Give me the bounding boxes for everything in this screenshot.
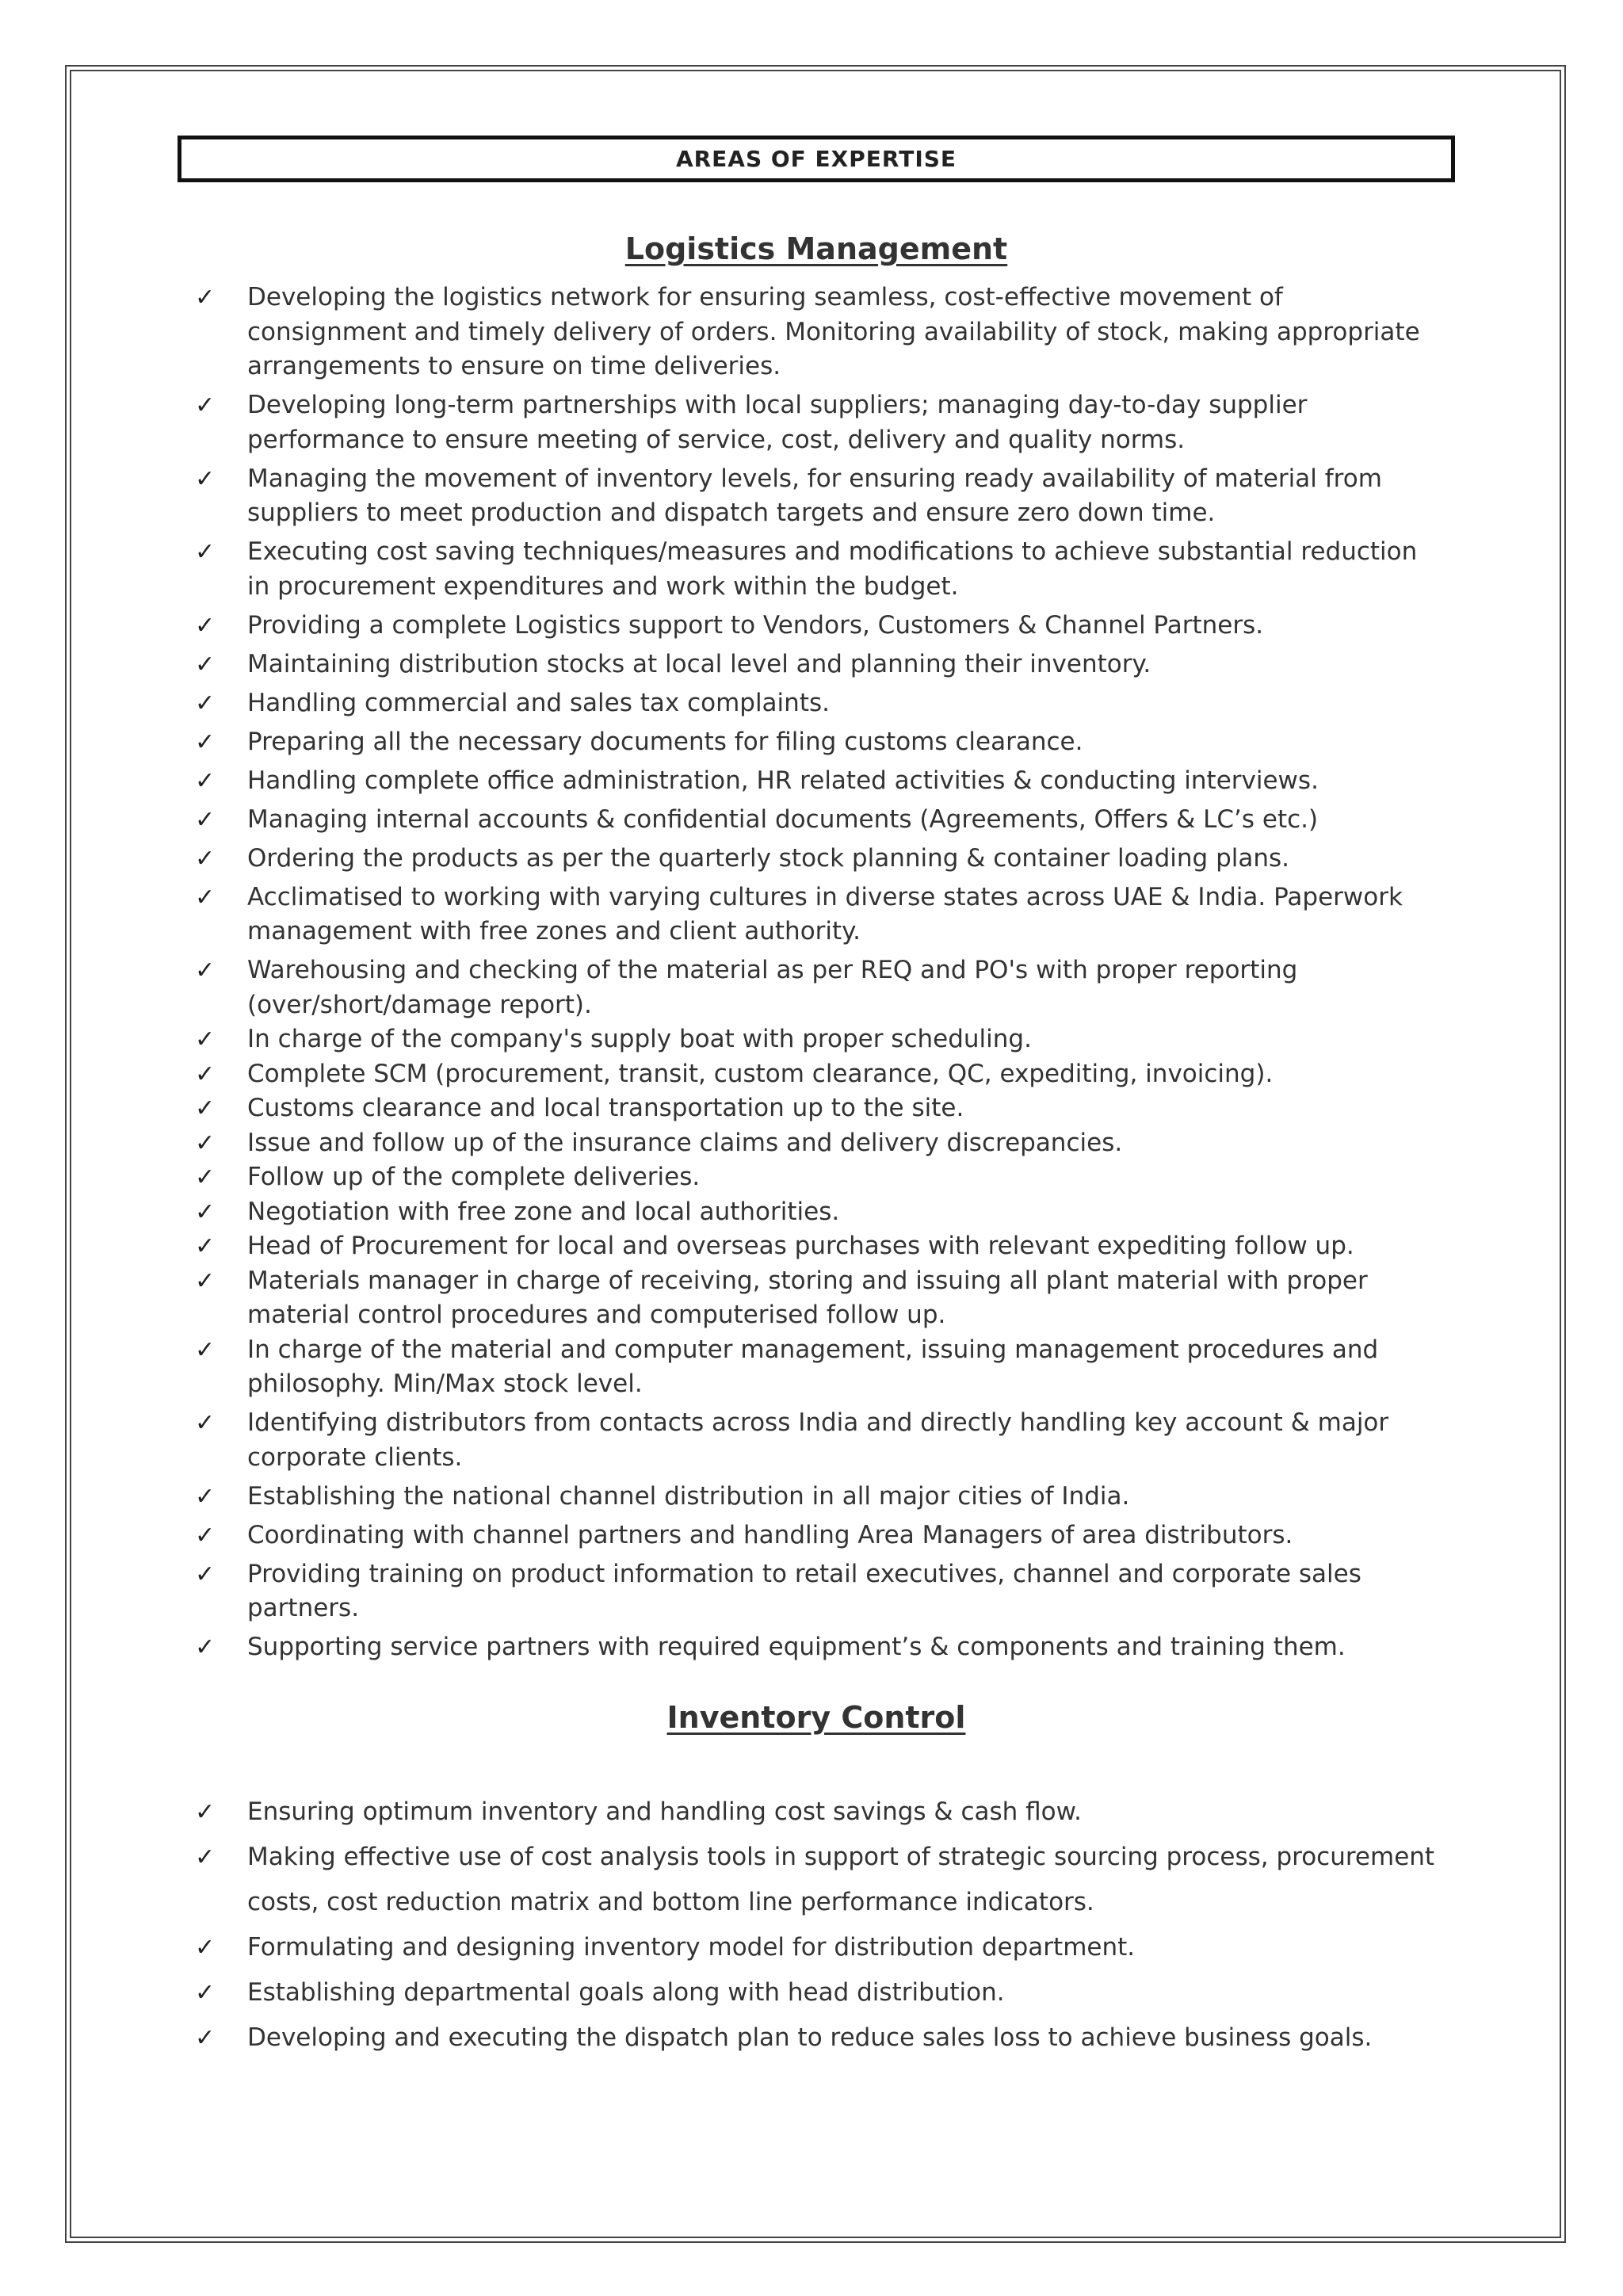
list-item: [195, 1480, 1439, 1515]
list-item-text: Negotiation with free zone and local authorities.: [247, 1197, 840, 1226]
checkmark-icon: ✓: [195, 1060, 216, 1088]
list-item-text: In charge of the material and computer management, issuing management procedures and philosophy. Min/Max stock level.: [247, 1335, 1379, 1398]
list-item-text: Handling complete office administration, HR related activities & conducting interviews.: [247, 766, 1319, 795]
list-item: [195, 535, 1439, 604]
list-item: [195, 609, 1439, 644]
checkmark-icon: ✓: [195, 1163, 216, 1191]
list-item: [195, 1229, 1439, 1264]
checkmark-icon: ✓: [195, 1095, 216, 1122]
list-item: [195, 1057, 1439, 1092]
checkmark-icon: ✓: [195, 464, 216, 493]
list-item-text: Complete SCM (procurement, transit, custom clearance, QC, expediting, invoicing).: [247, 1059, 1274, 1088]
list-item-text: Acclimatised to working with varying cultures in diverse states across UAE & India. Paperwork management with free zones and client authority.: [247, 882, 1403, 946]
checkmark-icon: ✓: [195, 538, 216, 566]
list-item-text: Maintaining distribution stocks at local level and planning their inventory.: [247, 649, 1151, 678]
list-item: [195, 686, 1439, 721]
checkmark-icon: ✓: [195, 689, 216, 717]
checkmark-icon: ✓: [195, 1482, 216, 1511]
list-item-text: Customs clearance and local transportation up to the site.: [247, 1094, 964, 1122]
list-item: [195, 881, 1439, 949]
list-item-text: Formulating and designing inventory model for distribution department.: [247, 1933, 1136, 1962]
list-item: [195, 1790, 1439, 1835]
list-item-text: Developing long-term partnerships with local suppliers; managing day-to-day supplier performance to ensure meeting of service, cost, delivery and quality norms.: [247, 391, 1308, 454]
list-item: [195, 462, 1439, 531]
checkmark-icon: ✓: [195, 728, 216, 756]
list-item: [195, 648, 1439, 682]
list-item: [195, 1195, 1439, 1230]
list-item-text: Providing training on product information to retail executives, channel and corporate sales partners.: [247, 1559, 1361, 1622]
list-item-text: In charge of the company's supply boat with proper scheduling.: [247, 1025, 1032, 1053]
list-item-text: Establishing the national channel distribution in all major cities of India.: [247, 1481, 1130, 1511]
checkmark-icon: ✓: [195, 392, 216, 419]
checkmark-icon: ✓: [195, 1198, 216, 1226]
checkmark-icon: ✓: [195, 1026, 216, 1053]
checkmark-icon: ✓: [195, 1798, 216, 1826]
list-item: [195, 2015, 1439, 2061]
list-item-text: Managing the movement of inventory levels, for ensuring ready availability of material from suppliers to meet production and dispatch targets and ensure zero down time.: [247, 464, 1382, 527]
checkmark-icon: ✓: [195, 805, 216, 834]
list-item-text: Establishing departmental goals along with head distribution.: [247, 1978, 1005, 2007]
checkmark-icon: ✓: [195, 2024, 216, 2052]
checkmark-icon: ✓: [195, 1979, 216, 2007]
list-item: [195, 1970, 1439, 2015]
checkmark-icon: ✓: [195, 284, 216, 311]
checkmark-icon: ✓: [195, 611, 216, 640]
list-item: [195, 953, 1439, 1022]
list-item: [195, 281, 1439, 384]
list-item-text: Developing and executing the dispatch plan to reduce sales loss to achieve business goals.: [247, 2023, 1373, 2052]
list-item: [195, 1126, 1439, 1161]
areas-of-expertise-banner: AREAS OF EXPERTISE: [178, 136, 1455, 182]
list-item: [195, 1160, 1439, 1195]
list-item-text: Ordering the products as per the quarterly stock planning & container loading plans.: [247, 843, 1290, 873]
list-item: [195, 1091, 1439, 1126]
list-item: [195, 803, 1439, 838]
logistics-list: [195, 281, 1439, 1669]
checkmark-icon: ✓: [195, 1843, 216, 1871]
list-item-text: Preparing all the necessary documents for filing customs clearance.: [247, 727, 1083, 756]
inventory-list: [195, 1790, 1439, 2061]
checkmark-icon: ✓: [195, 1232, 216, 1260]
checkmark-icon: ✓: [195, 1335, 216, 1364]
list-item-text: Managing internal accounts & confidential documents (Agreements, Offers & LC’s etc.): [247, 804, 1319, 834]
list-item: [195, 1022, 1439, 1057]
list-item: [195, 1557, 1439, 1626]
checkmark-icon: ✓: [195, 1560, 216, 1588]
list-item: [195, 1406, 1439, 1475]
list-item-text: Coordinating with channel partners and handling Area Managers of area distributors.: [247, 1520, 1293, 1549]
list-item: [195, 842, 1439, 877]
checkmark-icon: ✓: [195, 1409, 216, 1437]
list-item-text: Materials manager in charge of receiving, storing and issuing all plant material with proper material control procedures and computerised follow up.: [247, 1266, 1368, 1329]
checkmark-icon: ✓: [195, 1129, 216, 1157]
list-item: [195, 1333, 1439, 1402]
checkmark-icon: ✓: [195, 766, 216, 795]
checkmark-icon: ✓: [195, 1521, 216, 1549]
list-item: [195, 1835, 1439, 1925]
list-item: [195, 764, 1439, 799]
list-item-text: Issue and follow up of the insurance claims and delivery discrepancies.: [247, 1128, 1123, 1157]
list-item: [195, 1630, 1439, 1665]
list-item-text: Ensuring optimum inventory and handling cost savings & cash flow.: [247, 1797, 1083, 1826]
checkmark-icon: ✓: [195, 650, 216, 678]
list-item-text: Warehousing and checking of the material as per REQ and PO's with proper reporting (over/short/damage report).: [247, 956, 1298, 1019]
list-item-text: Executing cost saving techniques/measures and modifications to achieve substantial reduction in procurement expenditures and work within the budget.: [247, 537, 1418, 601]
list-item: [195, 1264, 1439, 1333]
checkmark-icon: ✓: [195, 1266, 216, 1295]
list-item: [195, 725, 1439, 760]
inventory-section-title: Inventory Control: [666, 1700, 966, 1735]
list-item-text: Developing the logistics network for ensuring seamless, cost-effective movement of consignment and timely delivery of orders. Monitoring availability of stock, making appropriate arrangements to ensure on time deliveries.: [247, 283, 1420, 380]
checkmark-icon: ✓: [195, 883, 216, 911]
list-item: [195, 1925, 1439, 1970]
checkmark-icon: ✓: [195, 1633, 216, 1661]
list-item-text: Identifying distributors from contacts across India and directly handling key account & major corporate clients.: [247, 1408, 1389, 1472]
list-item-text: Follow up of the complete deliveries.: [247, 1163, 701, 1191]
list-item: [195, 1519, 1439, 1553]
list-item-text: Head of Procurement for local and overseas purchases with relevant expediting follow up.: [247, 1232, 1354, 1260]
list-item: [195, 388, 1439, 457]
list-item-text: Handling commercial and sales tax complaints.: [247, 688, 830, 717]
list-item-text: Providing a complete Logistics support to Vendors, Customers & Channel Partners.: [247, 610, 1264, 640]
logistics-section-title: Logistics Management: [624, 231, 1008, 266]
checkmark-icon: ✓: [195, 1934, 216, 1962]
list-item-text: Making effective use of cost analysis tools in support of strategic sourcing process, procurement costs, cost reduction matrix and bottom line performance indicators.: [247, 1843, 1435, 1916]
checkmark-icon: ✓: [195, 957, 216, 984]
checkmark-icon: ✓: [195, 844, 216, 873]
list-item-text: Supporting service partners with required equipment’s & components and training them.: [247, 1633, 1346, 1661]
